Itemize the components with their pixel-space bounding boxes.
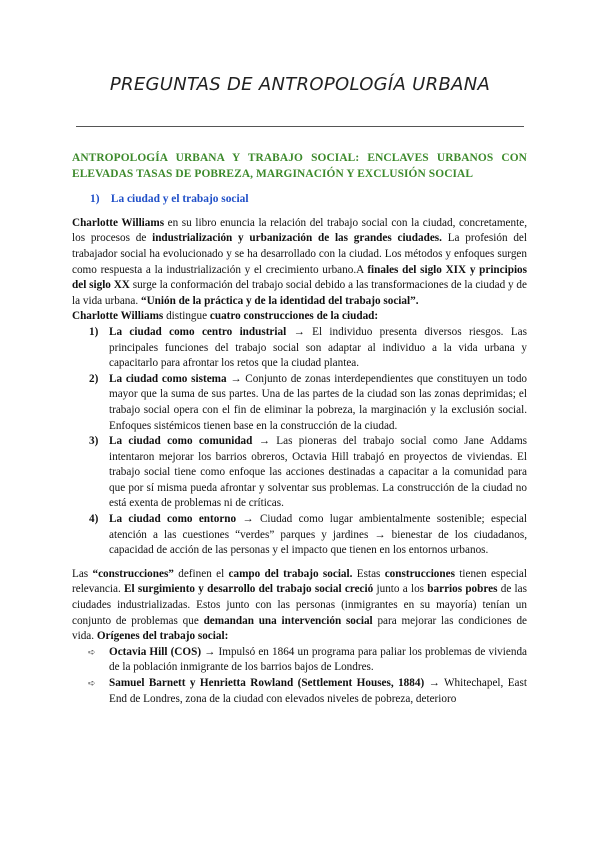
- item-number: 2): [89, 372, 99, 385]
- bold-run: barrios pobres: [427, 583, 498, 596]
- text-run: Las: [72, 567, 93, 580]
- text-run: para mejorar las condiciones de vida.: [72, 614, 527, 643]
- text-run: de las ciudades industrializadas. Estos junto con las personas (inmigrantes en su mayoría) tenían un conjunto de problemas que: [72, 583, 527, 627]
- arrow: →: [252, 435, 277, 448]
- arrow-bullet-icon: ➪: [88, 678, 96, 688]
- text-run: tienen especial relevancia.: [72, 567, 527, 596]
- arrow: →: [201, 645, 219, 658]
- item-number: 1): [89, 325, 99, 338]
- bold-run: campo del trabajo social.: [228, 567, 353, 580]
- bold-run: “construcciones”: [92, 567, 174, 580]
- arrow-bullet-icon: ➪: [88, 646, 96, 657]
- subheading-number: 1): [90, 193, 100, 206]
- arrow: →: [286, 325, 313, 338]
- item-text: Las pioneras del trabajo social como Jane Addams intentaron mejorar los barrios obreros, Octavia Hill trabajó en proyectos de viviendas. El trabajo social tiene como enfoque las acciones destinadas a capacitar a la comunidad para que por sí misma pueda afrontar y solventar sus problemas. La construcción de la ciudad no está exenta de problemas ni de críticas.: [109, 435, 528, 510]
- list-item: [72, 325, 527, 372]
- bold-run: demandan una intervención social: [203, 614, 373, 627]
- bold-run: construcciones: [384, 567, 455, 580]
- list-item: [72, 434, 527, 512]
- subheading: [90, 192, 527, 208]
- list-item: [72, 372, 527, 434]
- text-run: junto a los: [373, 583, 428, 596]
- list-item: [72, 645, 527, 676]
- bold-run: cuatro construcciones de la ciudad:: [209, 310, 379, 323]
- item-term: Samuel Barnett y Henrietta Rowland (Settlement Houses, 1884): [109, 677, 425, 689]
- arrow: →: [424, 677, 444, 689]
- item-text: Impulsó en 1864 un programa para paliar los problemas de vivienda de la población inmigrante de los barrios bajos de Londres.: [109, 645, 528, 674]
- constructions-paragraph: [72, 567, 527, 645]
- item-term: La ciudad como sistema: [109, 372, 227, 385]
- page-title: PREGUNTAS DE ANTROPOLOGÍA URBANA: [109, 74, 491, 95]
- item-number: 3): [89, 435, 99, 448]
- item-number: 4): [89, 513, 99, 526]
- author-name: Charlotte Williams: [72, 310, 164, 323]
- spacer: [72, 559, 527, 567]
- intro-paragraph: [72, 216, 527, 310]
- subheading-text: La ciudad y el trabajo social: [110, 193, 249, 206]
- bold-run: finales del siglo XIX y principios del siglo XX: [72, 263, 527, 292]
- arrow: →: [226, 372, 246, 385]
- text-run: definen el: [173, 567, 229, 580]
- text-run: Estas: [352, 567, 385, 580]
- item-term: Octavia Hill (COS): [109, 645, 202, 658]
- list-item: [72, 676, 527, 707]
- bold-run: Orígenes del trabajo social:: [96, 630, 229, 643]
- item-text: El individuo presenta diversos riesgos. Las principales funciones del trabajo social son adaptar al individuo a la vida urbana y capacitarlo para afrontar los retos que la ciudad plantea.: [109, 325, 527, 370]
- title-divider: [76, 126, 524, 127]
- bold-run: “Unión de la práctica y de la identidad del trabajo social”.: [140, 294, 419, 307]
- item-text: Ciudad como lugar ambientalmente sostenible; especial atención a las cuestiones “verdes” parques y jardines → bienestar de los ciudadanos, capacidad de acción de las personas y el impacto que tienen en los entornos urbanos.: [109, 513, 528, 557]
- author-name: Charlotte Williams: [72, 216, 165, 229]
- document-body: [72, 151, 527, 707]
- section-heading: ANTROPOLOGÍA URBANA Y TRABAJO SOCIAL: ENCLAVES URBANOS CON ELEVADAS TASAS DE POBREZA, MARGINACIÓN Y EXCLUSIÓN SOCIAL: [72, 152, 527, 180]
- item-term: La ciudad como entorno: [109, 513, 237, 526]
- text-run: en su libro enuncia la relación del trabajo social con la ciudad, concretamente, los procesos de: [72, 216, 527, 245]
- text-run: surge la conformación del trabajo social debido a las transformaciones de la ciudad y de la vida urbana.: [72, 279, 527, 307]
- item-term: La ciudad como centro industrial: [109, 325, 287, 338]
- bold-run: industrialización y urbanización de las grandes ciudades.: [152, 232, 442, 245]
- item-text: Whitechapel, East End de Londres, zona de la ciudad con elevados niveles de pobreza, deterioro: [109, 677, 527, 705]
- distingue-paragraph: [72, 309, 527, 325]
- list-item: [72, 512, 527, 559]
- text-run: La profesión del trabajador social ha evolucionado y se ha desarrollado con la ciudad. Los métodos y enfoques surgen como respuesta a la industrialización y el crecimiento urbano.A: [72, 232, 527, 276]
- arrow: →: [236, 513, 260, 526]
- origins-list: [72, 645, 527, 707]
- constructs-list: [72, 325, 527, 559]
- bold-run: El surgimiento y desarrollo del trabajo social creció: [124, 583, 374, 596]
- item-text: Conjunto de zonas interdependientes que constituyen un todo mayor que la suma de sus partes. Una de las partes de la ciudad son las zonas deprimidas; el trabajo social opera con el fin de eliminar la pobreza, la marginación y la exclusión social. Enfoques sistémicos tienen base en la construcción de la ciudad.: [109, 372, 528, 432]
- text-run: distingue: [163, 310, 210, 323]
- item-term: La ciudad como comunidad: [109, 435, 253, 448]
